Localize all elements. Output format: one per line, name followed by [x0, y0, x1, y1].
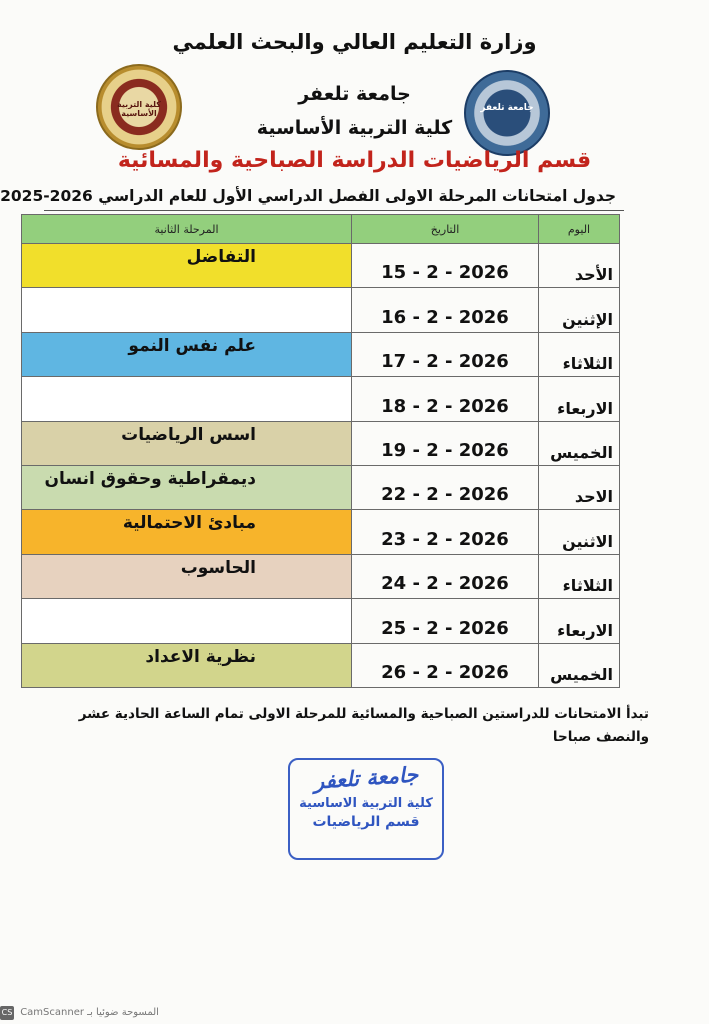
- subject-cell: [22, 377, 352, 421]
- scanner-watermark: [0, 1006, 159, 1020]
- table-row: [22, 554, 620, 598]
- exam-time-note: تبدأ الامتحانات للدراستين الصباحية والمسائية للمرحلة الاولى تمام الساعة الحادية عشر والنصف صباحا: [78, 706, 649, 745]
- day-cell: الاثنين: [539, 510, 620, 554]
- day-cell: الأحد: [539, 244, 620, 288]
- table-row: [22, 643, 620, 687]
- subject-label: الحاسوب: [180, 557, 256, 578]
- day-cell: الثلاثاء: [539, 332, 620, 376]
- subject-label: مبادئ الاحتمالية: [122, 513, 256, 534]
- date-cell: 15 - 2 - 2026: [352, 244, 539, 288]
- date-cell: 16 - 2 - 2026: [352, 288, 539, 332]
- column-header-day: اليوم: [539, 215, 620, 244]
- university-name: جامعة تلعفر: [298, 83, 411, 105]
- date-cell: 22 - 2 - 2026: [352, 465, 539, 509]
- subtitle-divider: [44, 210, 624, 211]
- stamp-college: كلية التربية الاساسية: [299, 796, 433, 811]
- day-cell: الاربعاء: [539, 377, 620, 421]
- day-cell: الخميس: [539, 421, 620, 465]
- ministry-title: وزارة التعليم العالي والبحث العلمي: [172, 30, 537, 54]
- day-cell: الاربعاء: [539, 599, 620, 643]
- exam-schedule-table: [21, 214, 620, 688]
- date-cell: 17 - 2 - 2026: [352, 332, 539, 376]
- day-cell: الاحد: [539, 465, 620, 509]
- schedule-subtitle: جدول امتحانات المرحلة الاولى الفصل الدراسي الأول للعام الدراسي 2026-2025: [0, 187, 616, 205]
- subject-cell: [22, 288, 352, 332]
- schedule-body: [22, 244, 620, 688]
- table-row: [22, 288, 620, 332]
- column-header-date: التاريخ: [352, 215, 539, 244]
- column-header-stage: المرحلة الثانية: [22, 215, 352, 244]
- subject-cell: [22, 510, 352, 554]
- table-header-row: [22, 215, 620, 244]
- subject-label: ديمقراطية وحقوق انسان: [44, 468, 256, 489]
- table-row: [22, 510, 620, 554]
- department-stamp: [288, 758, 444, 860]
- camscanner-icon: CS: [0, 1006, 14, 1020]
- date-cell: 23 - 2 - 2026: [352, 510, 539, 554]
- college-name: كلية التربية الأساسية: [256, 117, 453, 139]
- day-cell: الخميس: [539, 643, 620, 687]
- date-cell: 18 - 2 - 2026: [352, 377, 539, 421]
- stamp-university: جامعة تلعفر: [313, 762, 419, 794]
- table-row: [22, 421, 620, 465]
- subject-label: التفاضل: [186, 247, 256, 267]
- table-row: [22, 244, 620, 288]
- day-cell: الثلاثاء: [539, 554, 620, 598]
- subject-cell: [22, 554, 352, 598]
- table-row: [22, 465, 620, 509]
- table-row: [22, 377, 620, 421]
- table-row: [22, 332, 620, 376]
- subject-label: اسس الرياضيات: [121, 424, 256, 445]
- subject-cell: [22, 643, 352, 687]
- date-cell: 19 - 2 - 2026: [352, 421, 539, 465]
- subject-cell: [22, 599, 352, 643]
- department-title: قسم الرياضيات الدراسة الصباحية والمسائية: [117, 148, 592, 173]
- subject-cell: [22, 465, 352, 509]
- subject-label: علم نفس النمو: [128, 335, 256, 356]
- date-cell: 26 - 2 - 2026: [352, 643, 539, 687]
- stamp-department: قسم الرياضيات: [312, 814, 420, 830]
- subject-cell: [22, 332, 352, 376]
- date-cell: 24 - 2 - 2026: [352, 554, 539, 598]
- day-cell: الإثنين: [539, 288, 620, 332]
- date-cell: 25 - 2 - 2026: [352, 599, 539, 643]
- scanner-watermark-text: CamScanner المسوحة ضوئيا بـ: [20, 1007, 159, 1018]
- college-logo-text: كلية التربية الأساسية: [117, 100, 161, 118]
- university-logo-text: جامعة تلعفر: [480, 103, 534, 113]
- subject-cell: [22, 421, 352, 465]
- subject-label: نظرية الاعداد: [145, 646, 256, 667]
- subject-cell: [22, 244, 352, 288]
- table-row: [22, 599, 620, 643]
